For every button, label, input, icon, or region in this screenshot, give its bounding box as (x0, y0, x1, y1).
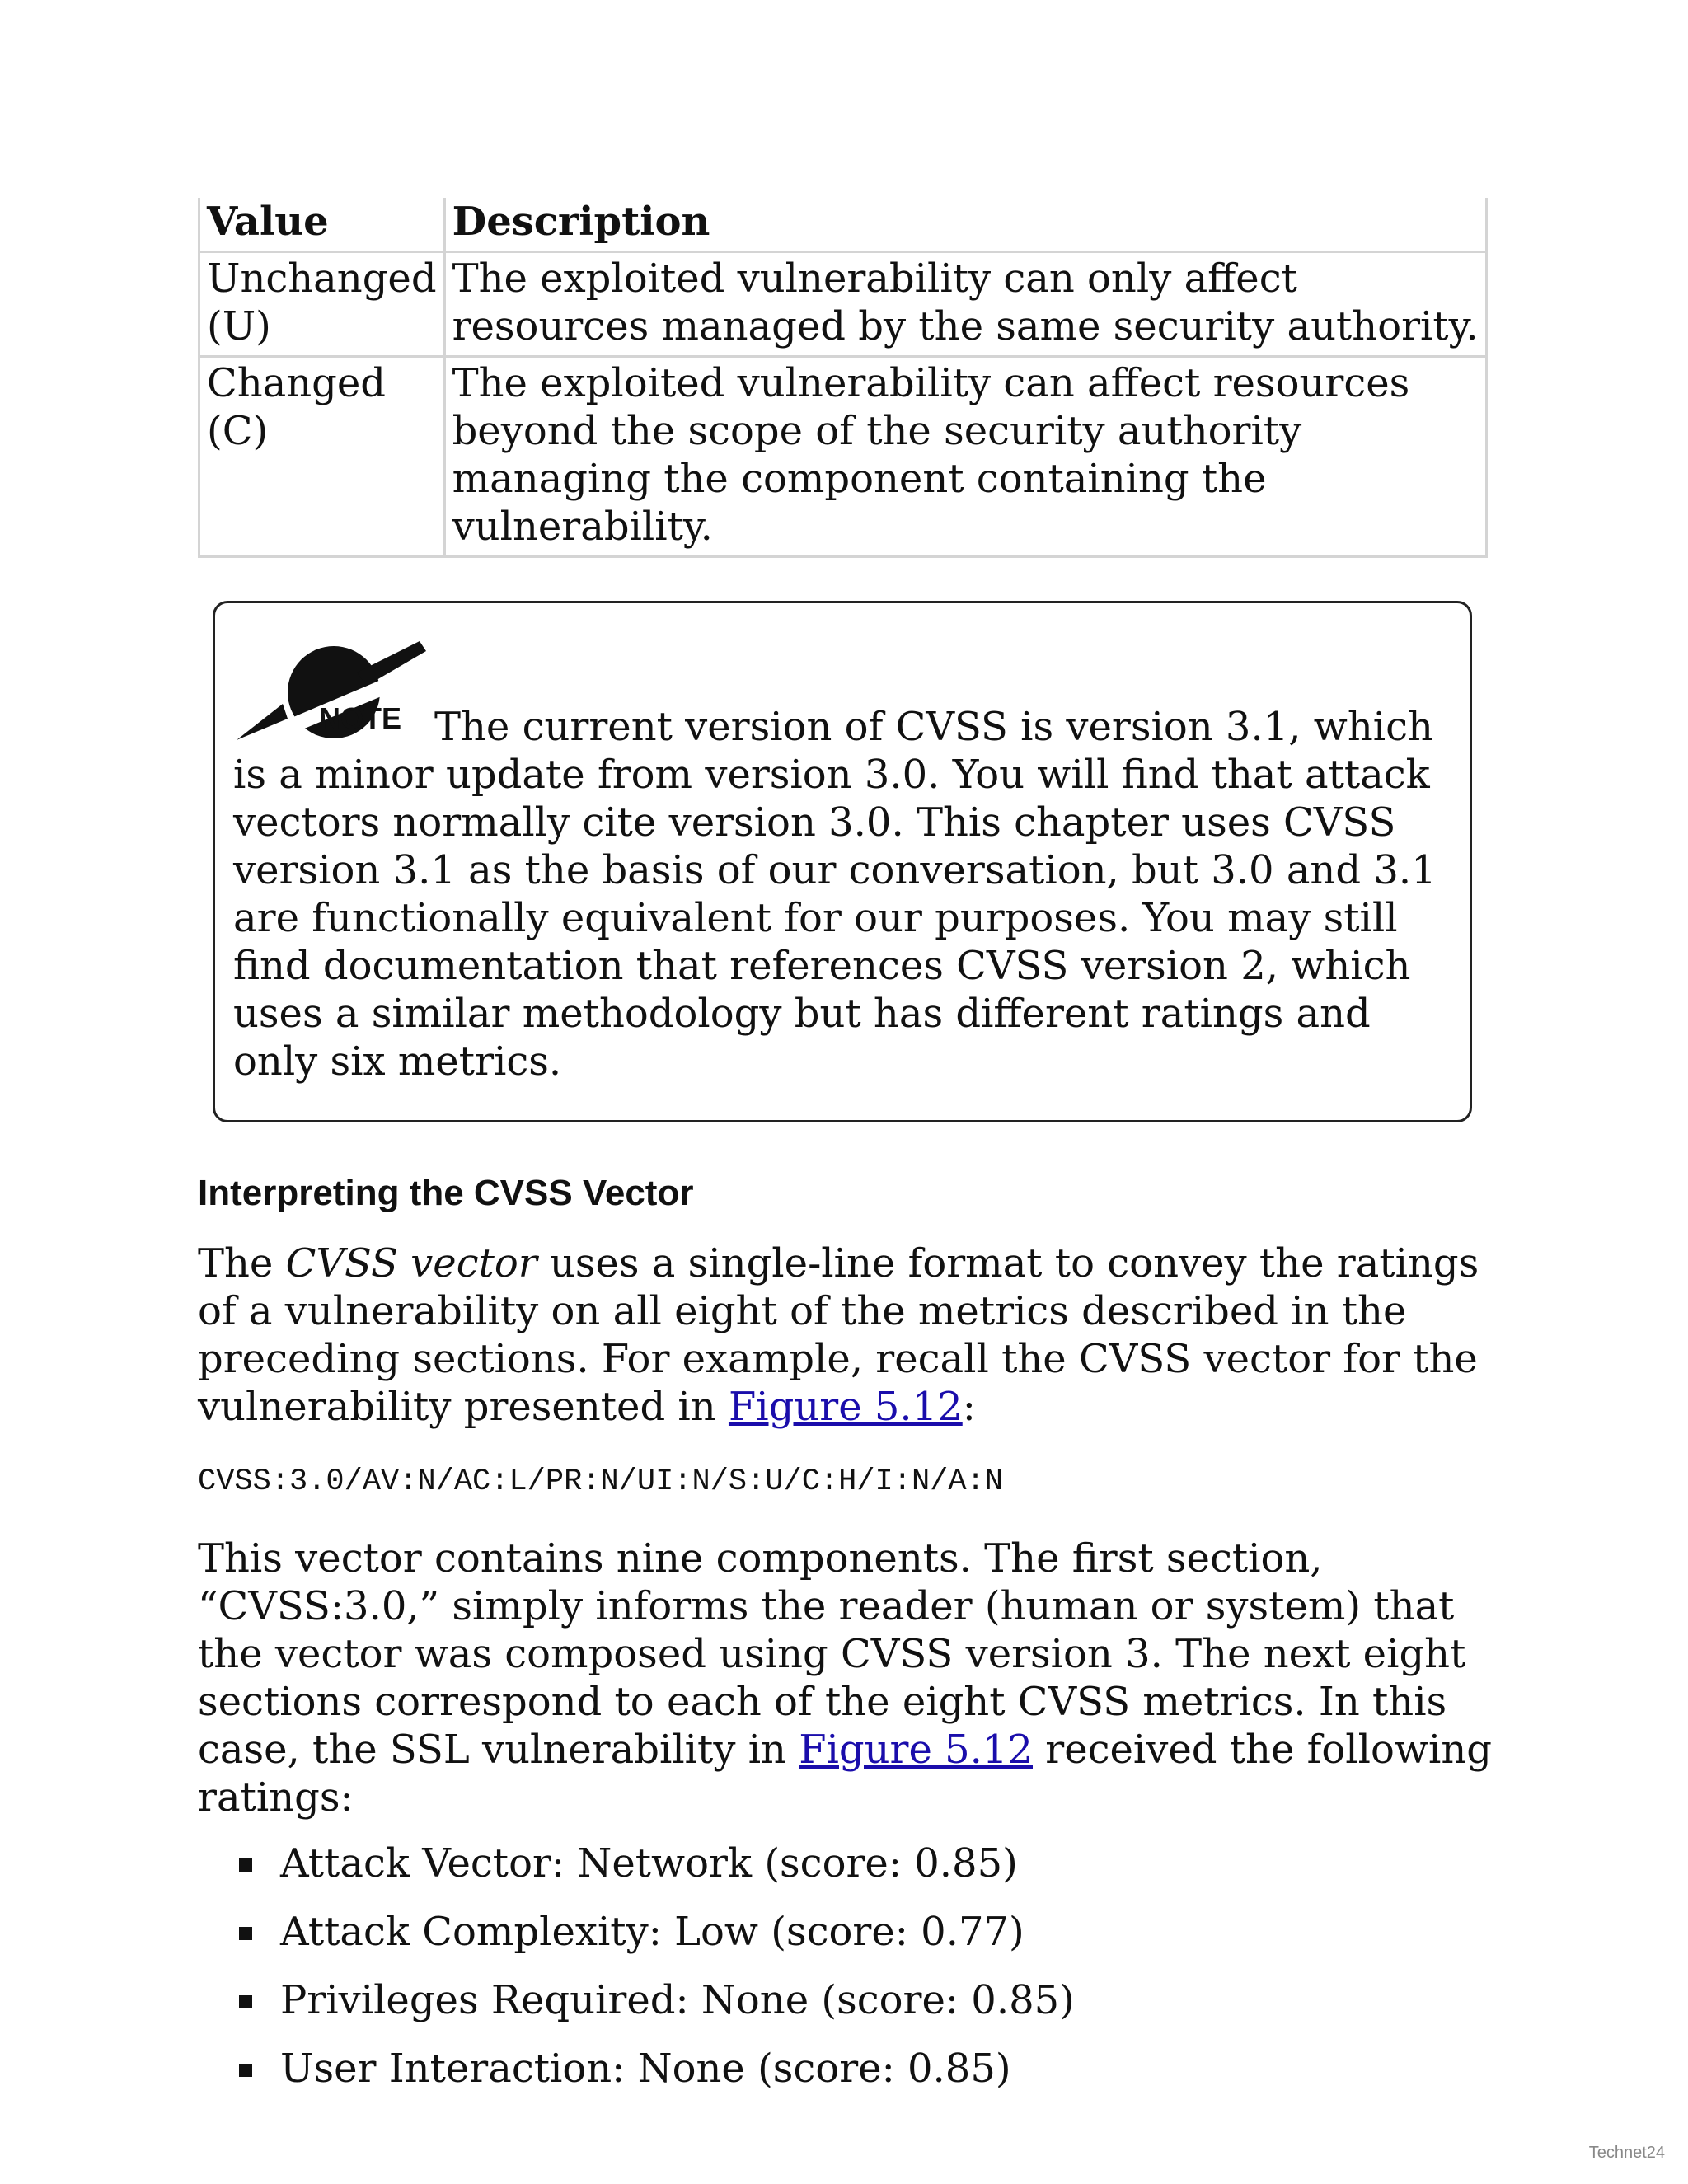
page-content (198, 198, 1492, 2113)
scope-table (198, 198, 1488, 558)
cell-description: The exploited vulnerability can only affect resources managed by the same security authority. (444, 252, 1486, 357)
explanation-paragraph (198, 1535, 1492, 1821)
bullet-icon (239, 1995, 252, 2008)
list-item (239, 1840, 1492, 1887)
list-item (239, 2045, 1492, 2093)
text-run: uses a single-line format to convey the ratings of a vulnerability on all eight of the metrics described in the preceding sections. For example, recall the CVSS vector for the vulnerability presented in (198, 1240, 1479, 1430)
ratings-list (198, 1840, 1492, 2093)
figure-link[interactable]: Figure 5.12 (728, 1384, 963, 1430)
intro-paragraph (198, 1240, 1492, 1431)
note-box (213, 601, 1472, 1122)
list-item-text: User Interaction: None (score: 0.85) (280, 2046, 1011, 2092)
cell-description: The exploited vulnerability can affect resources beyond the scope of the security authority managing the component containing the vulnerability. (444, 357, 1486, 557)
text-run: received the following ratings: (198, 1727, 1492, 1821)
cvss-vector-code: CVSS:3.0/AV:N/AC:L/PR:N/UI:N/S:U/C:H/I:N/A:N (198, 1465, 1003, 1499)
text-run: The (198, 1240, 286, 1286)
section-heading: Interpreting the CVSS Vector (198, 1173, 694, 1213)
cell-value: Unchanged (U) (199, 252, 445, 357)
column-header-value: Value (199, 198, 445, 252)
text-run: This vector contains nine components. The first section, “CVSS:3.0,” simply informs the reader (human or system) that the vector was composed using CVSS version 3. The next eight sections correspond to each of the eight CVSS metrics. In this case, the SSL vulnerability in (198, 1535, 1466, 1773)
note-pen-icon (233, 636, 431, 748)
bullet-icon (239, 1927, 252, 1940)
table-header-row (199, 198, 1487, 252)
list-item (239, 1908, 1492, 1956)
column-header-description: Description (444, 198, 1486, 252)
table-row (199, 357, 1487, 557)
watermark: Technet24 (1588, 2144, 1665, 2162)
emphasized-term: CVSS vector (285, 1240, 537, 1286)
list-item-text: Privileges Required: None (score: 0.85) (280, 1977, 1075, 2023)
figure-link[interactable]: Figure 5.12 (799, 1727, 1033, 1773)
svg-text:NOTE: NOTE (319, 701, 402, 735)
list-item (239, 1976, 1492, 2024)
bullet-icon (239, 1858, 252, 1872)
cell-value: Changed (C) (199, 357, 445, 557)
note-text: The current version of CVSS is version 3.1, which is a minor update from version 3.0. You will find that attack vectors normally cite version 3.0. This chapter uses CVSS version 3.1 as the basis of our conversation, but 3.0 and 3.1 are functionally equivalent for our purposes. You may still find documentation that references CVSS version 2, which uses a similar methodology but has different ratings and only six metrics. (233, 704, 1437, 1085)
list-item-text: Attack Complexity: Low (score: 0.77) (280, 1909, 1025, 1955)
text-run: : (962, 1384, 976, 1430)
bullet-icon (239, 2064, 252, 2077)
list-item-text: Attack Vector: Network (score: 0.85) (280, 1840, 1018, 1886)
table-row (199, 252, 1487, 357)
